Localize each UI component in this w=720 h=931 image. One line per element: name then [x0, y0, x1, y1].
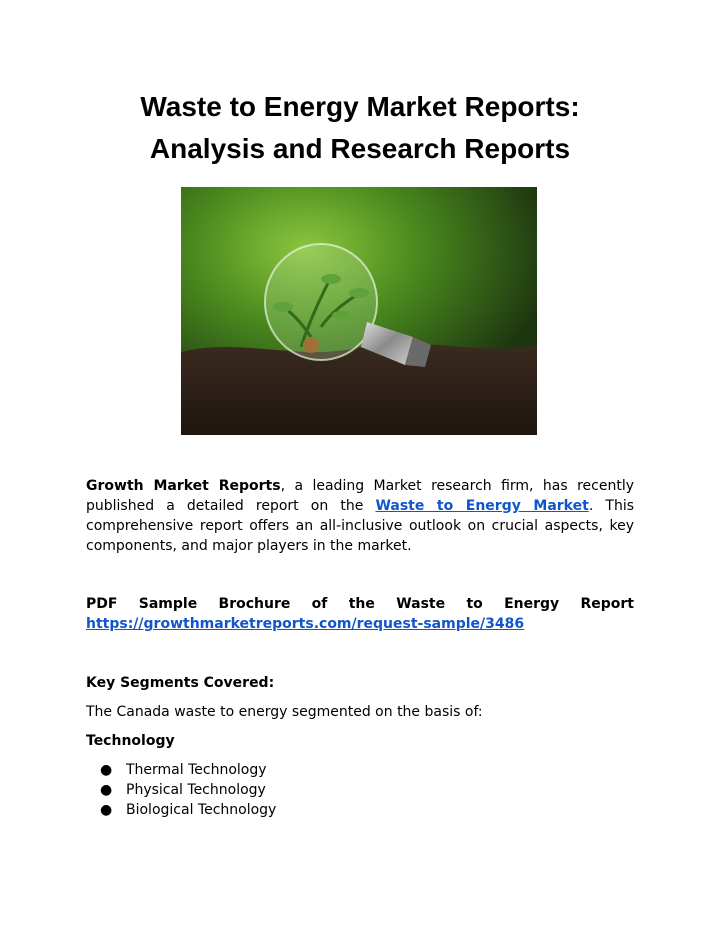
- intro-text-b: . This comprehensive report offers an all-inclusive outlook on crucial aspects, key components, and major players in the market.: [86, 498, 634, 554]
- title-line-1: Waste to Energy Market Reports:: [140, 91, 580, 122]
- waste-to-energy-market-link[interactable]: Waste to Energy Market: [375, 498, 589, 514]
- sample-request-link[interactable]: https://growthmarketreports.com/request-sample/3486: [86, 616, 525, 632]
- intro-paragraph: [86, 476, 634, 556]
- title-line-2: Analysis and Research Reports: [149, 133, 571, 164]
- technology-heading: Technology: [86, 733, 175, 749]
- bullet-icon: ●: [100, 782, 113, 798]
- intro-text-a: , a leading Market research firm, has recently published a detailed report on the: [86, 478, 635, 514]
- segments-heading: Key Segments Covered:: [86, 675, 275, 691]
- technology-item-physical: Physical Technology: [126, 782, 266, 798]
- technology-list: [100, 760, 276, 820]
- segments-intro: The Canada waste to energy segmented on the basis of:: [86, 704, 483, 720]
- technology-item-biological: Biological Technology: [126, 802, 277, 818]
- brochure-label: PDF Sample Brochure of the Waste to Energy Report: [86, 596, 634, 612]
- company-name: Growth Market Reports: [86, 478, 281, 494]
- page-title: [60, 86, 660, 170]
- bullet-icon: ●: [100, 802, 113, 818]
- list-item: [100, 800, 276, 820]
- bullet-icon: ●: [100, 762, 113, 778]
- hero-image: [181, 187, 537, 435]
- list-item: [100, 760, 276, 780]
- list-item: [100, 780, 276, 800]
- brochure-link-paragraph: [86, 614, 634, 634]
- lightbulb-plant-icon: [181, 187, 537, 435]
- technology-item-thermal: Thermal Technology: [126, 762, 267, 778]
